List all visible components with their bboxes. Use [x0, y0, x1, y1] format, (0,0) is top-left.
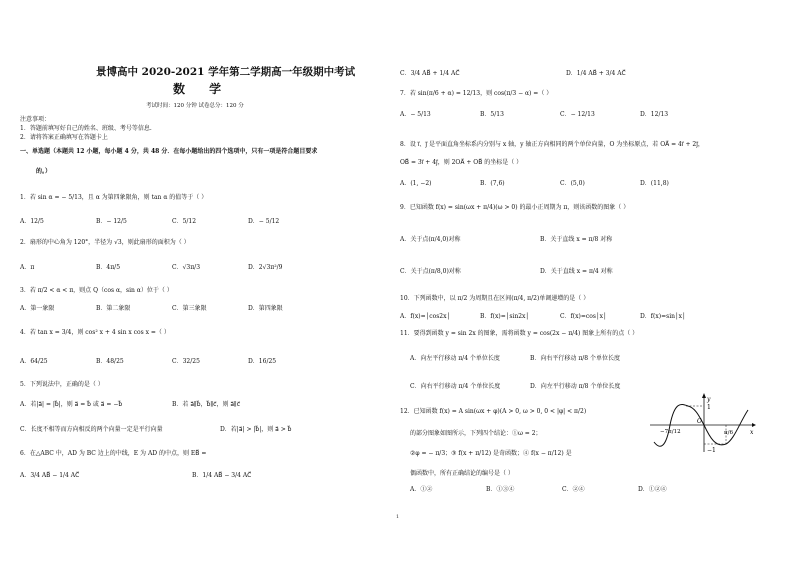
- question-10-stem: 10．下列函数中，以 π/2 为周期且在区间(π/4, π/2)单调递增的是（ ）: [400, 295, 590, 302]
- question-9-option-c: C．关于点(π/8,0)对称: [400, 268, 461, 275]
- question-12-stem: 12．已知函数 f(x) = A sin(ωx + φ)(A > 0, ω > 0, 0 < |φ| < π/2): [400, 408, 587, 415]
- question-1-stem: 1．若 sin α = − 5/13，且 α 为第四象限角，则 tan α 的值等于（ ）: [20, 194, 208, 201]
- page-title: 景博高中 2020-2021 学年第二学期高一年级期中考试: [96, 66, 356, 78]
- question-6-option-c: C．3/4 AB⃗ + 1/4 AC⃗: [400, 70, 460, 77]
- question-12-option-c: C．②④: [562, 486, 585, 493]
- question-12-stem-cont: ②φ = − π/3；③ f(x + π/12) 是奇函数；④ f(x − π/12) 是: [410, 450, 572, 457]
- question-7-option-a: A．− 5/13: [400, 111, 431, 118]
- x-axis-label: x: [750, 429, 754, 436]
- question-1-option-d: D．− 5/12: [248, 218, 280, 225]
- y-tick-top: 1: [707, 404, 711, 411]
- question-11-option-c: C．向右平行移动 π/4 个单位长度: [410, 383, 501, 390]
- question-2-option-c: C．√3π/3: [172, 264, 201, 271]
- question-6-option-b: B．1/4 AB⃗ − 3/4 AC⃗: [192, 472, 252, 479]
- note-item: 1．答题前填写好自己的姓名、班级、考号等信息.: [20, 125, 152, 132]
- question-6-option-a: A．3/4 AB⃗ − 1/4 AC⃗: [20, 472, 80, 479]
- question-5-option-c: C．长度不相等而方向相反的两个向量一定是平行向量: [20, 426, 163, 433]
- question-5-option-a: A．若|a⃗| = |b⃗|，则 a⃗ = b⃗ 或 a⃗ = −b⃗: [20, 401, 123, 408]
- x-tick-right: π/6: [724, 430, 733, 436]
- question-7-option-c: C．− 12/13: [560, 111, 595, 118]
- y-axis-arrow: [702, 393, 706, 398]
- question-8-option-a: A．(1, −2): [400, 180, 432, 187]
- question-2-option-d: D．2√3π²/9: [248, 264, 283, 271]
- question-4-option-b: B．48/25: [96, 358, 124, 365]
- question-11-option-a: A．向左平行移动 π/4 个单位长度: [410, 355, 500, 362]
- question-11-option-d: D．向左平行移动 π/8 个单位长度: [530, 383, 621, 390]
- question-9-stem: 9．已知函数 f(x) = sin(ωx + π/4)(ω > 0) 的最小正周期为 π，则该函数的图象（ ）: [400, 204, 630, 211]
- question-5-option-d: D．若|a⃗| > |b⃗|，则 a⃗ > b⃗: [220, 426, 292, 433]
- question-1-option-a: A．12/5: [20, 218, 44, 225]
- question-10-option-b: B．f(x)=│sin2x│: [480, 313, 530, 320]
- question-2-stem: 2．扇形的中心角为 120°，半径为 √3，则此扇形的面积为（ ）: [20, 239, 190, 246]
- question-7-option-d: D．12/13: [640, 111, 669, 118]
- question-5-stem: 5．下列说法中，正确的是（ ）: [20, 381, 104, 388]
- exam-info: 考试时间：120 分钟 试卷总分：120 分: [146, 103, 244, 109]
- question-3-option-a: A．第一象限: [20, 305, 55, 312]
- question-4-option-d: D．16/25: [248, 358, 277, 365]
- question-8-stem: 8．设 i⃗、j⃗ 是平面直角坐标系内分别与 x 轴，y 轴正方向相同的两个单位向量，O 为坐标原点，若 OA⃗ = 4i⃗ + 2j⃗，: [400, 141, 704, 148]
- question-1-option-c: C．5/12: [172, 218, 197, 225]
- question-4-stem: 4．若 tan x = 3/4，则 cos² x + 4 sin x cos x =（ ）: [20, 329, 170, 336]
- question-3-stem: 3．若 π/2 < α < π，则点 Q（cos α，sin α）位于（ ）: [20, 287, 173, 294]
- question-11-option-b: B．向右平行移动 π/8 个单位长度: [530, 355, 621, 362]
- x-axis-arrow: [752, 423, 756, 427]
- question-9-option-b: B．关于直线 x = π/8 对称: [540, 236, 613, 243]
- origin-label: O: [697, 418, 702, 425]
- section-heading-cont: 的。）: [36, 168, 52, 175]
- question-8-option-c: C．(5,0): [560, 180, 585, 187]
- question-12-option-b: B．①③④: [486, 486, 515, 493]
- y-axis-label: y: [707, 396, 711, 403]
- page-number: 1: [396, 514, 400, 520]
- question-6-stem: 6．在△ABC 中，AD 为 BC 边上的中线，E 为 AD 的中点，则 EB⃗ =: [20, 450, 207, 457]
- y-tick-bottom: −1: [707, 447, 716, 454]
- note-item: 2．请将答案正确填写在答题卡上: [20, 134, 108, 141]
- question-9-option-d: D．关于直线 x = π/4 对称: [540, 268, 613, 275]
- question-5-option-b: B．若 a⃗∥b⃗，b⃗∥c⃗，则 a⃗∥c⃗: [172, 401, 241, 408]
- question-4-option-a: A．64/25: [20, 358, 48, 365]
- question-4-option-c: C．32/25: [172, 358, 200, 365]
- question-10-option-d: D．f(x)=sin│x│: [640, 313, 686, 320]
- section-heading: 一、单选题（本题共 12 小题，每小题 4 分，共 48 分．在每小题给出的四个选项中，只有一项是符合题目要求: [20, 148, 318, 155]
- question-12-stem-cont: 的部分图象如图所示，下列四个结论：①ω = 2；: [410, 430, 542, 437]
- question-8-option-d: D．(11,8): [640, 180, 669, 187]
- question-3-option-c: C．第三象限: [172, 305, 207, 312]
- question-7-stem: 7．若 sin(π/6 + α) = 12/13，则 cos(π/3 − α) =（ ）: [400, 90, 553, 97]
- question-8-option-b: B．(7,6): [480, 180, 505, 187]
- question-12-option-a: A．①②: [410, 486, 433, 493]
- question-12-option-d: D．①②④: [638, 486, 667, 493]
- sine-graph-figure: [648, 392, 758, 456]
- question-1-option-b: B．− 12/5: [96, 218, 127, 225]
- question-7-option-b: B．5/13: [480, 111, 504, 118]
- question-3-option-b: B．第二象限: [96, 305, 131, 312]
- question-12-stem-cont: 偶函数中，所有正确结论的编号是（ ）: [410, 470, 514, 477]
- x-tick-left: −7π/12: [660, 429, 681, 435]
- subject-title: 数 学: [173, 82, 232, 96]
- question-2-option-b: B．4π/5: [96, 264, 121, 271]
- question-6-option-d: D．1/4 AB⃗ + 3/4 AC⃗: [566, 70, 626, 77]
- question-9-option-a: A．关于点(π/4,0)对称: [400, 236, 461, 243]
- question-8-stem-cont: OB⃗ = 3i⃗ + 4j⃗，则 2OA⃗ + OB⃗ 的坐标是（ ）: [400, 159, 523, 166]
- question-10-option-c: C．f(x)=cos│x│: [560, 313, 607, 320]
- notes-heading: 注意事项：: [20, 116, 51, 123]
- question-3-option-d: D．第四象限: [248, 305, 283, 312]
- question-11-stem: 11．要得到函数 y = sin 2x 的图象，需将函数 y = cos(2x − π/4) 图象上所有的点（ ）: [400, 330, 639, 337]
- question-2-option-a: A．π: [20, 264, 35, 271]
- question-10-option-a: A．f(x)=│cos2x│: [400, 313, 451, 320]
